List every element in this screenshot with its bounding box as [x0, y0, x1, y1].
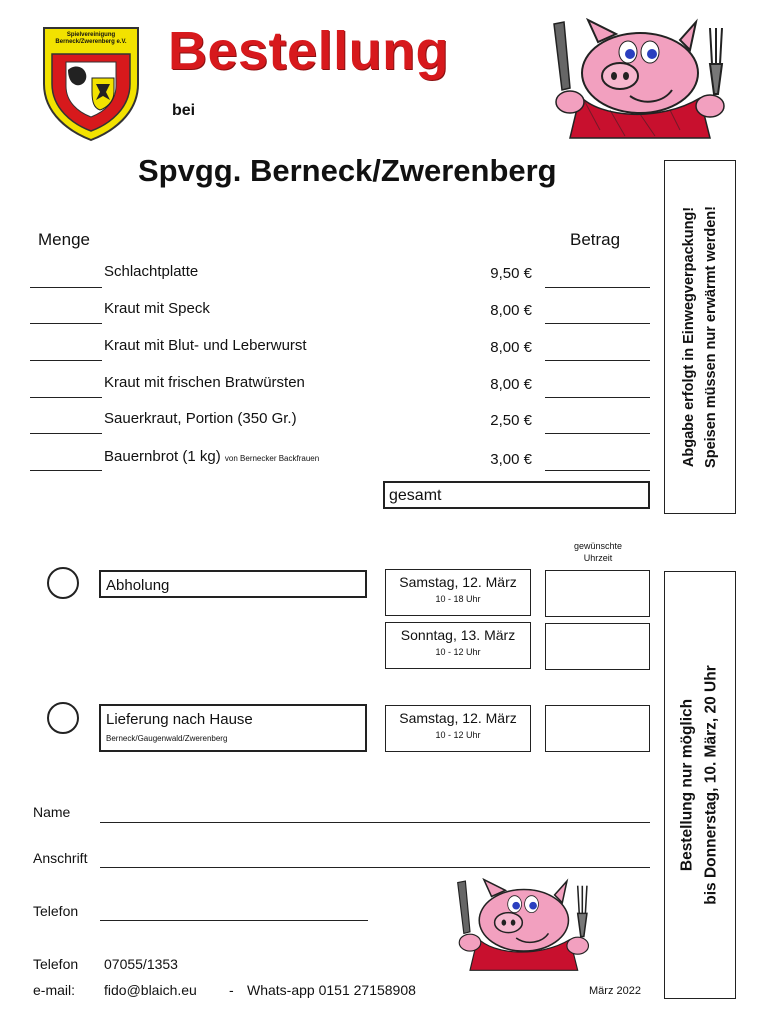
order-deadline-note [664, 571, 736, 999]
quantity-field[interactable] [30, 433, 102, 434]
column-header-betrag: Betrag [570, 230, 621, 249]
pickup-time-field-saturday[interactable] [545, 570, 650, 617]
address-label: Anschrift [33, 850, 88, 866]
deadline-note-line2: bis Donnerstag, 10. März, 20 Uhr [703, 665, 720, 905]
item-price: 9,50 € [490, 265, 532, 282]
delivery-option[interactable] [99, 704, 367, 752]
pig-mascot-illustration-small [445, 878, 595, 978]
delivery-radio[interactable] [47, 702, 79, 734]
pickup-slot-day: Sonntag, 13. März [400, 627, 516, 643]
packaging-note [664, 160, 736, 514]
total-label: gesamt [389, 487, 442, 504]
item-price: 8,00 € [490, 302, 532, 319]
item-note: von Bernecker Backfrauen [224, 454, 320, 463]
delivery-label: Lieferung nach Hause [106, 711, 253, 728]
desired-time-label [546, 540, 650, 564]
bei-label: bei [172, 102, 196, 119]
pickup-slot-time: 10 - 18 Uhr [435, 594, 481, 604]
club-name: Spvgg. Berneck/Zwerenberg [138, 153, 557, 188]
quantity-field[interactable] [30, 397, 102, 398]
amount-field[interactable] [545, 360, 650, 361]
quantity-field[interactable] [30, 323, 102, 324]
item-label-main: Bauernbrot (1 kg) [104, 448, 221, 465]
item-price: 3,00 € [490, 451, 532, 468]
item-price: 8,00 € [490, 339, 532, 356]
phone-label: Telefon [33, 903, 79, 919]
quantity-field[interactable] [30, 287, 102, 288]
pickup-option[interactable] [99, 570, 367, 598]
deadline-note-line1: Bestellung nur möglich [679, 698, 696, 872]
amount-field[interactable] [545, 287, 650, 288]
amount-field[interactable] [545, 397, 650, 398]
page-title: Bestellung [168, 21, 450, 81]
item-label: Schlachtplatte [104, 263, 199, 280]
delivery-slot-time: 10 - 12 Uhr [435, 730, 481, 740]
logo-text-1: Spielvereinigung [66, 32, 116, 38]
item-price: 8,00 € [490, 376, 532, 393]
quantity-field[interactable] [30, 360, 102, 361]
pickup-slot-time: 10 - 12 Uhr [435, 647, 481, 657]
amount-field[interactable] [545, 323, 650, 324]
club-logo [40, 22, 142, 144]
item-label: Kraut mit Speck [104, 300, 210, 317]
contact-separator: - [229, 982, 234, 998]
pickup-slot-day: Samstag, 12. März [399, 574, 517, 590]
phone-field[interactable] [100, 920, 368, 921]
item-label [104, 448, 319, 465]
packaging-note-line1: Abgabe erfolgt in Einwegverpackung! [681, 206, 698, 468]
desired-time-label-line2: Uhrzeit [583, 553, 613, 563]
name-label: Name [33, 804, 71, 820]
contact-whatsapp: Whats-app 0151 27158908 [247, 982, 416, 998]
contact-phone-value: 07055/1353 [104, 956, 178, 972]
delivery-time-field[interactable] [545, 705, 650, 752]
contact-email-link[interactable]: fido@blaich.eu [104, 982, 197, 998]
item-label: Sauerkraut, Portion (350 Gr.) [104, 410, 297, 427]
quantity-field[interactable] [30, 470, 102, 471]
amount-field[interactable] [545, 470, 650, 471]
desired-time-label-line1: gewünschte [573, 541, 623, 551]
contact-email-label: e-mail: [33, 982, 76, 998]
pickup-slot-sunday[interactable] [385, 622, 531, 669]
pickup-radio[interactable] [47, 567, 79, 599]
item-label: Kraut mit Blut- und Leberwurst [104, 337, 307, 354]
pickup-time-field-sunday[interactable] [545, 623, 650, 670]
column-header-menge: Menge [38, 230, 90, 249]
delivery-slot-saturday[interactable] [385, 705, 531, 752]
packaging-note-line2: Speisen müssen nur erwärmt werden! [703, 206, 720, 468]
contact-phone-label: Telefon [33, 956, 79, 972]
total-field[interactable] [383, 481, 650, 509]
pig-mascot-illustration [540, 18, 730, 148]
amount-field[interactable] [545, 433, 650, 434]
delivery-area: Berneck/Gaugenwald/Zwerenberg [106, 734, 228, 743]
document-date: März 2022 [589, 985, 641, 997]
logo-text-2: Berneck/Zwerenberg e.V. [55, 39, 127, 45]
item-price: 2,50 € [490, 412, 532, 429]
pickup-slot-saturday[interactable] [385, 569, 531, 616]
name-field[interactable] [100, 822, 650, 823]
item-label: Kraut mit frischen Bratwürsten [104, 374, 305, 391]
delivery-slot-day: Samstag, 12. März [399, 710, 517, 726]
pickup-label: Abholung [106, 577, 170, 594]
address-field[interactable] [100, 867, 650, 868]
